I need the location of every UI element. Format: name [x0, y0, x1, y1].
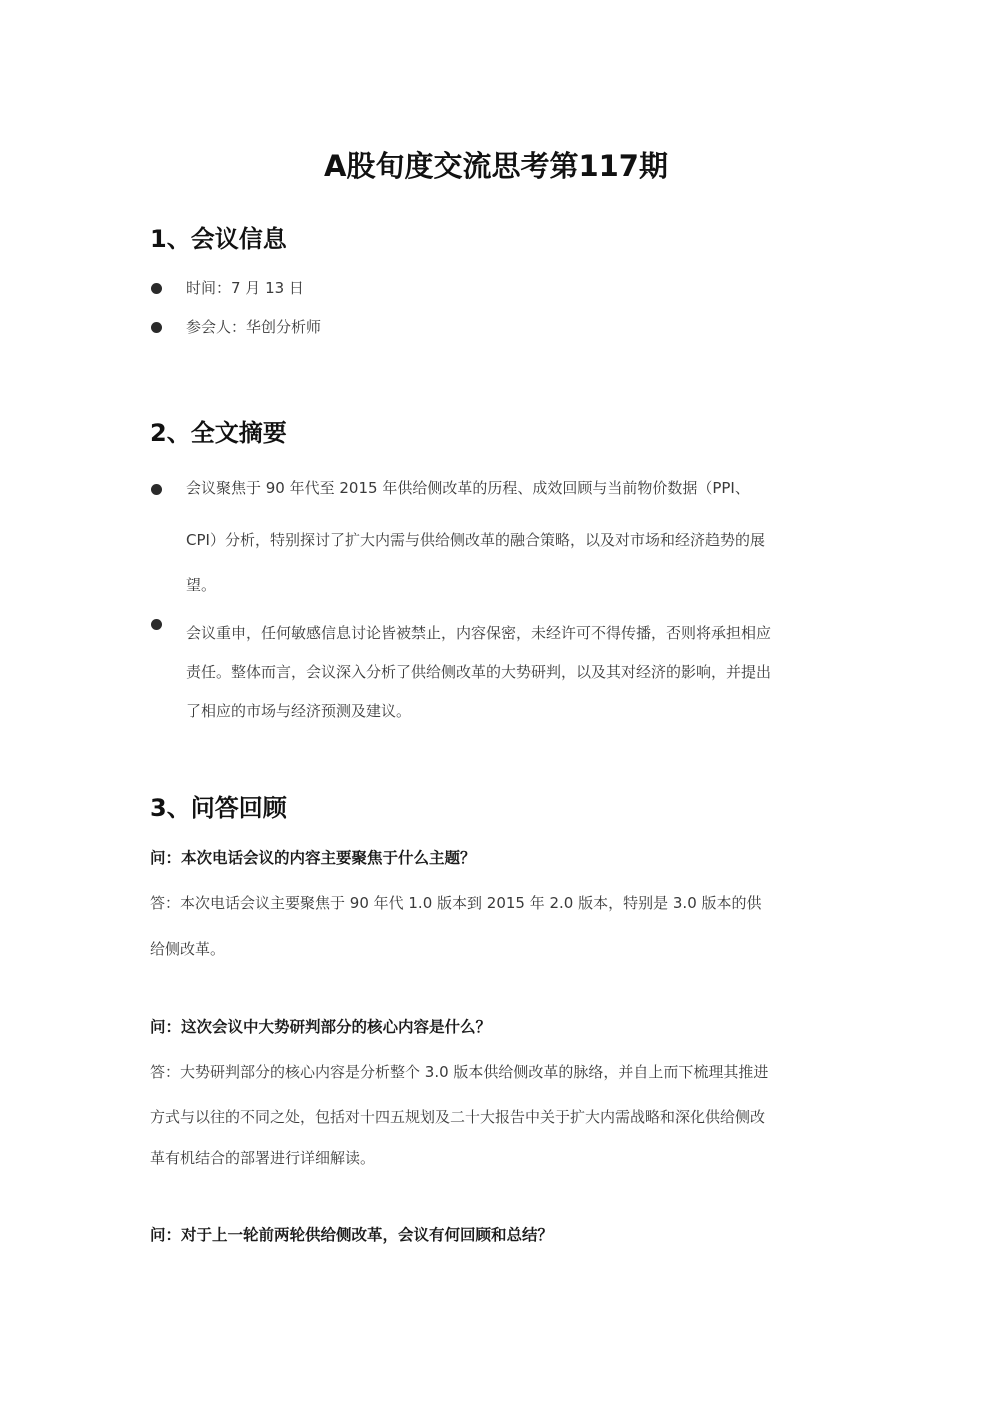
qa-answer-2-line-1: 答：大势研判部分的核心内容是分析整个 3.0 版本供给侧改革的脉络，并自上而下梳理其推进: [150, 1063, 769, 1081]
qa-answer-2-line-3: 革有机结合的部署进行详细解读。: [150, 1149, 376, 1167]
meeting-participants: 参会人：华创分析师: [186, 318, 322, 336]
section-heading-meeting-info: 1、会议信息: [150, 225, 287, 253]
summary-2-line-2: 责任。整体而言，会议深入分析了供给侧改革的大势研判，以及其对经济的影响，并提出: [186, 663, 772, 681]
qa-answer-1-line-1: 答：本次电话会议主要聚焦于 90 年代 1.0 版本到 2015 年 2.0 版本，特别是 3.0 版本的供: [150, 894, 762, 912]
summary-1-line-1: 会议聚焦于 90 年代至 2015 年供给侧改革的历程、成效回顾与当前物价数据（PPI、: [186, 479, 750, 497]
summary-2-line-1: 会议重申，任何敏感信息讨论皆被禁止，内容保密，未经许可不得传播，否则将承担相应: [186, 624, 772, 642]
bullet-dot: [151, 619, 162, 630]
summary-1-line-3: 望。: [186, 576, 217, 594]
qa-answer-2: [150, 1062, 850, 1168]
summary-1-line-2: CPI）分析，特别探讨了扩大内需与供给侧改革的融合策略，以及对市场和经济趋势的展: [186, 531, 765, 549]
summary-paragraph-2: [186, 614, 846, 731]
summary-paragraph-1: [186, 478, 846, 595]
qa-question-3: 问：对于上一轮前两轮供给侧改革，会议有何回顾和总结？: [150, 1226, 554, 1244]
section-heading-summary: 2、全文摘要: [150, 419, 287, 447]
qa-answer-1-line-2: 给侧改革。: [150, 940, 226, 958]
qa-answer-1: [150, 893, 850, 959]
bullet-dot: [151, 484, 162, 495]
summary-2-line-3: 了相应的市场与经济预测及建议。: [186, 702, 412, 720]
document-title: A股旬度交流思考第117期: [324, 149, 668, 183]
meeting-time: 时间：7 月 13 日: [186, 279, 304, 297]
bullet-dot: [151, 283, 162, 294]
qa-question-2: 问：这次会议中大势研判部分的核心内容是什么？: [150, 1018, 492, 1036]
qa-question-1: 问：本次电话会议的内容主要聚焦于什么主题？: [150, 849, 476, 867]
qa-answer-2-line-2: 方式与以往的不同之处，包括对十四五规划及二十大报告中关于扩大内需战略和深化供给侧改: [150, 1108, 766, 1126]
bullet-dot: [151, 322, 162, 333]
section-heading-qa: 3、问答回顾: [150, 794, 287, 822]
